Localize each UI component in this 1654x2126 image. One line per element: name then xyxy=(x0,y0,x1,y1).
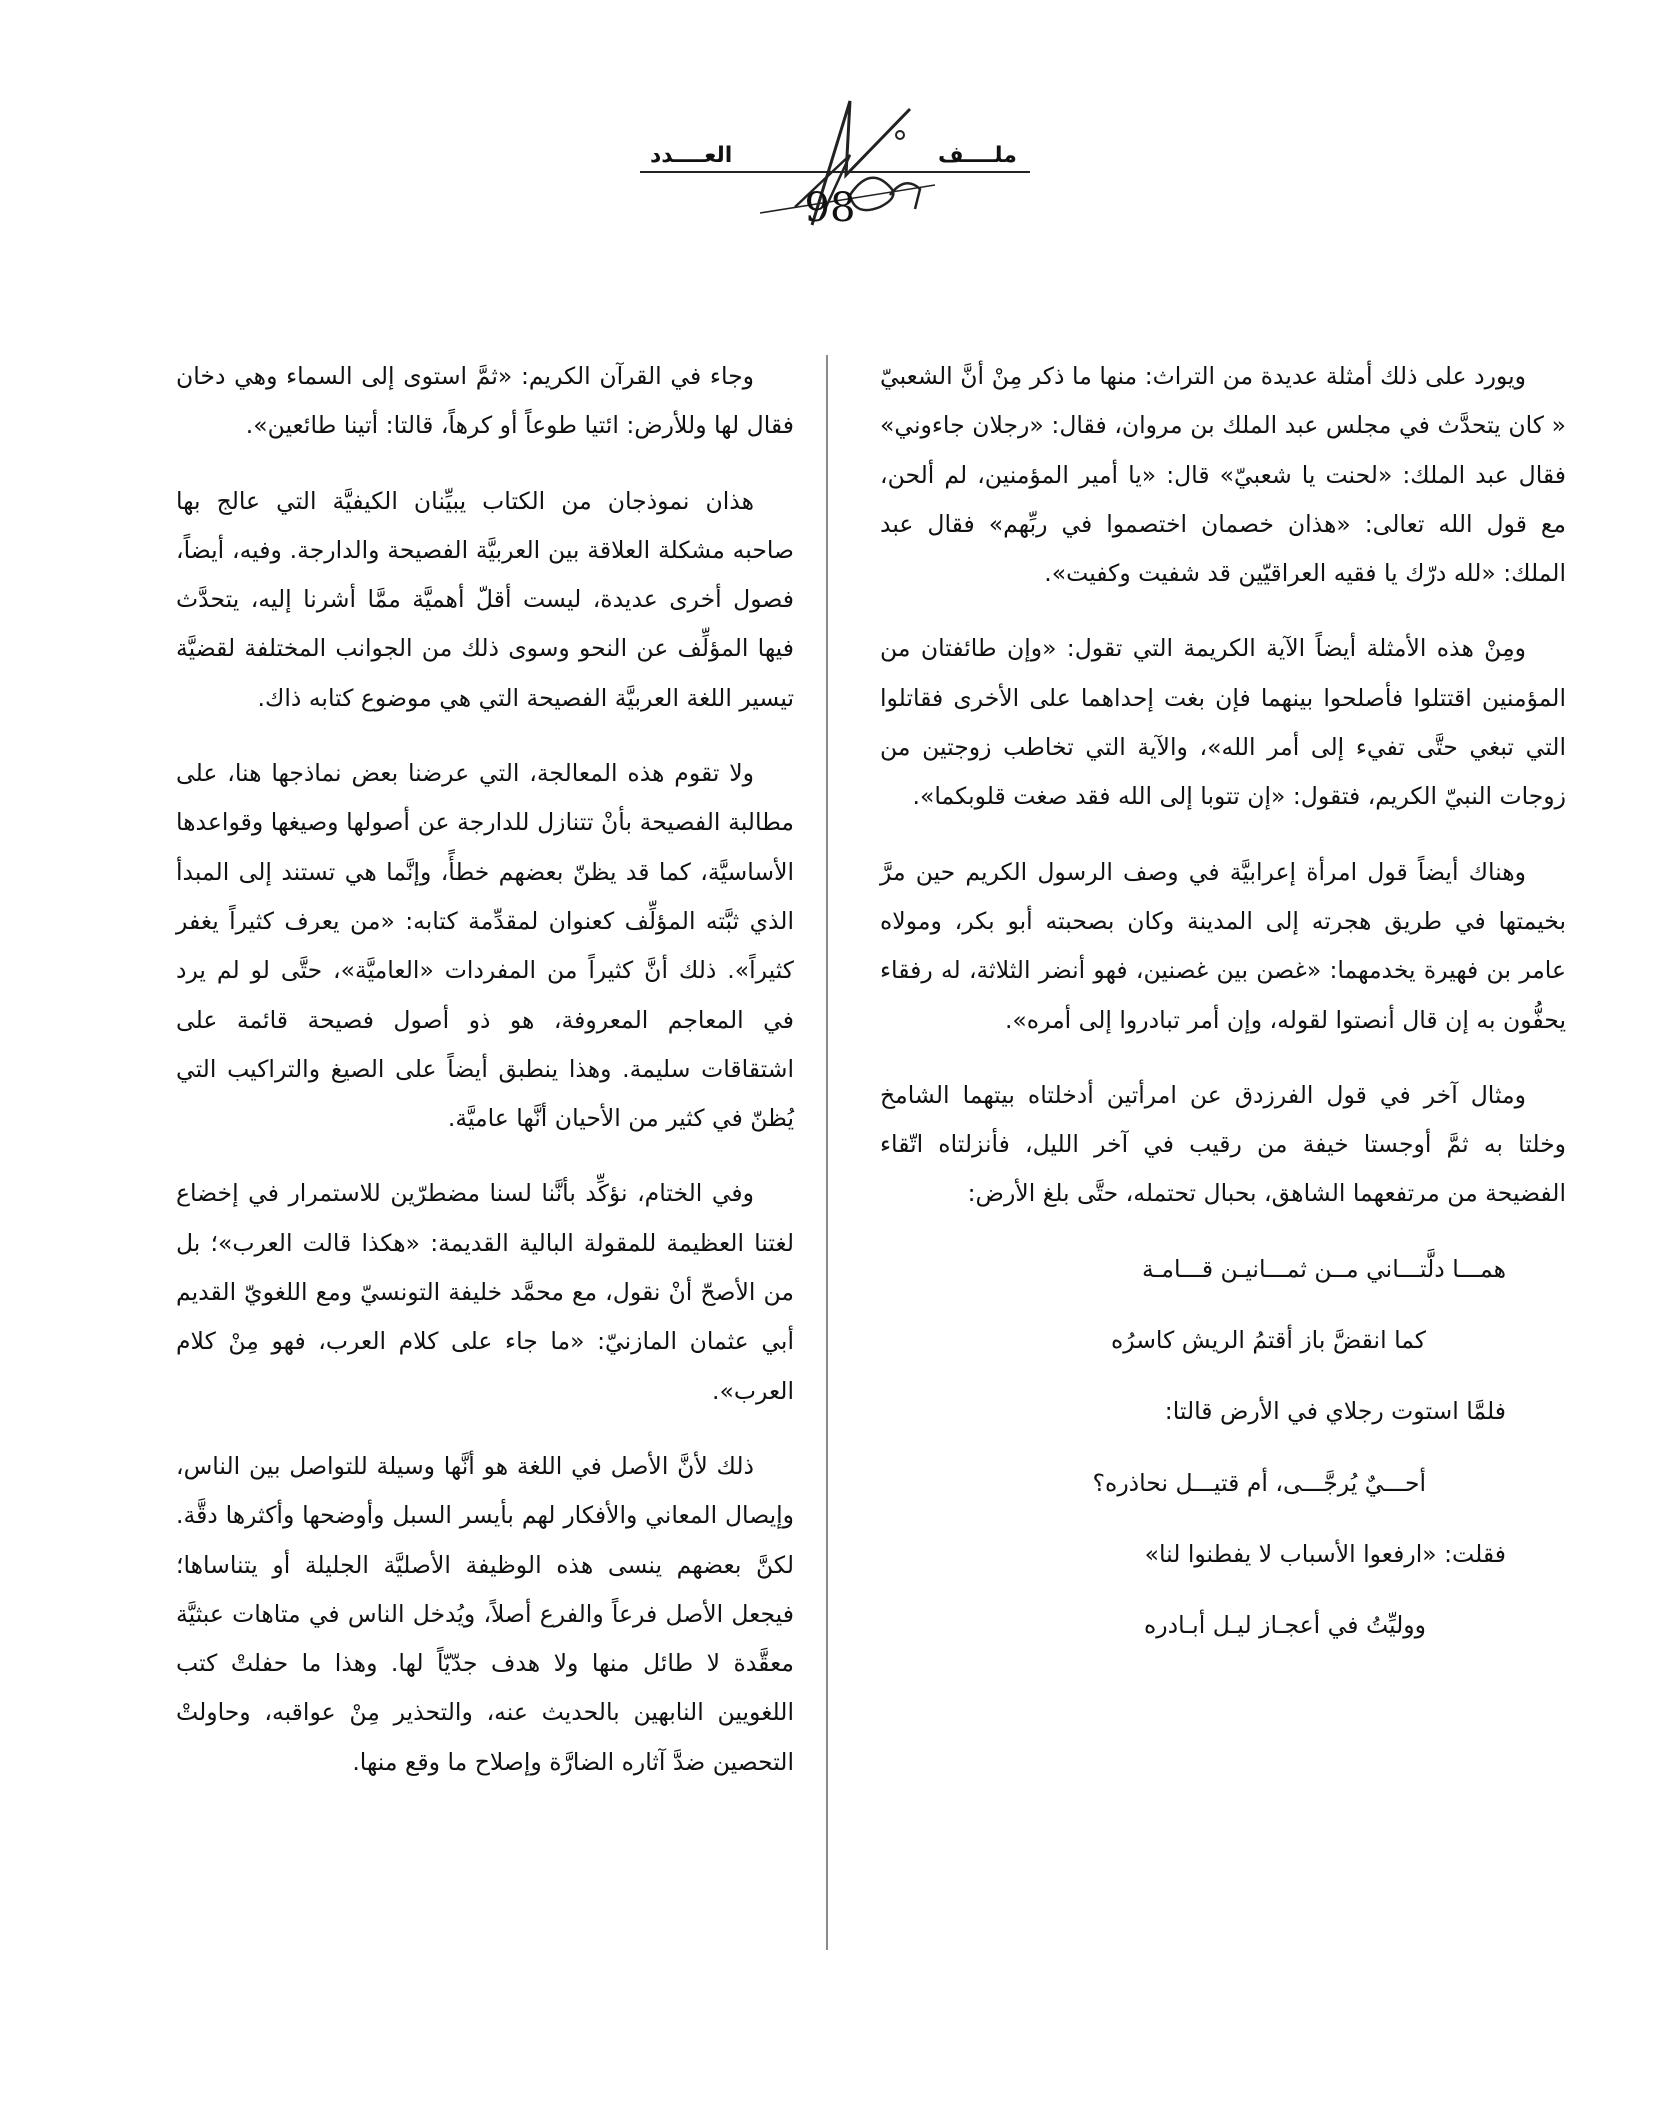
left-column xyxy=(176,352,794,1787)
page-number: 98 xyxy=(804,185,856,231)
section-label: ملــــف xyxy=(938,143,1017,168)
paragraph: وجاء في القرآن الكريم: «ثمَّ استوى إلى السماء وهي دخان فقال لها وللأرض: ائتيا طوعاً أو كرهاً، قالتا: أتينا طائعين». xyxy=(176,362,794,440)
column-divider xyxy=(826,355,828,1950)
page-header xyxy=(620,95,1040,245)
poem-verse: فقلت: «ارفعوا الأسباب لا يفطنوا لنا» xyxy=(1144,1539,1506,1568)
poem-verse: أحـــيٌ يُرجَّـــى، أم قتيـــل نحاذره؟ xyxy=(1092,1468,1426,1497)
poem-verse: كما انقضَّ باز أقتمُ الريش كاسرُه xyxy=(1110,1326,1426,1355)
poem-verse: ووليِّتُ في أعجـاز ليـل أبـادره xyxy=(1143,1611,1426,1640)
issue-label: العــــدد xyxy=(650,143,733,168)
paragraph: ومثال آخر في قول الفرزدق عن امرأتين أدخلتاه بيتهما الشامخ وخلتا به ثمَّ أوجستا خيفة من رقيب في آخر الليل، فأنزلتاه اتّقاء الفضيحة من مرتفعهما الشاهق، بحبال تحتمله، حتَّى بلغ الأرض: xyxy=(880,1080,1566,1208)
paragraph: وفي الختام، نؤكِّد بأنَّنا لسنا مضطرّين للاستمرار في إخضاع لغتنا العظيمة للمقولة البالية القديمة: «هكذا قالت العرب»؛ بل من الأصحّ أنْ نقول، مع محمَّد خليفة التونسيّ ومع اللغويّ القديم أبي عثمان المازنيّ: «ما جاء على كلام العرب، فهو مِنْ كلام العرب». xyxy=(176,1179,794,1405)
paragraph: ولا تقوم هذه المعالجة، التي عرضنا بعض نماذجها هنا، على مطالبة الفصيحة بأنْ تتنازل للدارجة عن أصولها وصيغها وقواعدها الأساسيَّة، كما قد يظنّ بعضهم خطأً، وإنَّما هي تستند إلى المبدأ الذي ثبَّته المؤلِّف كعنوان لمقدِّمة كتابه: «من يعرف كثيراً يغفر كثيراً». ذلك أنَّ كثيراً من المفردات «العاميَّة»، حتَّى لو لم يرد في المعاجم المعروفة، هو ذو أصول فصيحة قائمة على اشتقاقات سليمة. وهذا ينطبق أيضاً على الصيغ والتراكيب التي يُظنّ في كثير من الأحيان أنَّها عاميَّة. xyxy=(176,759,794,1133)
paragraph: هذان نموذجان من الكتاب يبيِّنان الكيفيَّة التي عالج بها صاحبه مشكلة العلاقة بين العربيَّة الفصيحة والدارجة. وفيه، أيضاً، فصول أخرى عديدة، ليست أقلّ أهميَّة ممَّا أشرنا إليه، يتحدَّث فيها المؤلِّف عن النحو وسوى ذلك من الجوانب المختلفة لقضيَّة تيسير اللغة العربيَّة الفصيحة التي هي موضوع كتابه ذاك. xyxy=(176,486,794,712)
poem-verse: فلمَّا استوت رجلاي في الأرض قالتا: xyxy=(1164,1397,1506,1426)
poem-verse: همـــا دلَّتـــاني مــن ثمـــانيـن قـــامـة xyxy=(1141,1254,1506,1283)
paragraph: ذلك لأنَّ الأصل في اللغة هو أنَّها وسيلة للتواصل بين الناس، وإيصال المعاني والأفكار لهم بأيسر السبل وأوضحها وأكثرها دقَّة. لكنَّ بعضهم ينسى هذه الوظيفة الأصليَّة الجليلة أو يتناساها؛ فيجعل الأصل فرعاً والفرع أصلاً، ويُدخل الناس في متاهات عبثيَّة معقَّدة لا طائل منها ولا هدف جدّيّاً لها. وهذا ما حفلتْ كتب اللغويين النابهين بالحديث عنه، والتحذير مِنْ عواقبه، وحاولتْ التحصين ضدَّ آثاره الضارَّة وإصلاح ما وقع منها. xyxy=(176,1451,794,1776)
paragraph: ويورد على ذلك أمثلة عديدة من التراث: منها ما ذكر مِنْ أنَّ الشعبيّ « كان يتحدَّث في مجلس عبد الملك بن مروان، فقال: «رجلان جاءوني» فقال عبد الملك: «لحنت يا شعبيّ» قال: «يا أمير المؤمنين، لم ألحن، مع قول الله تعالى: «هذان خصمان اختصموا في ربِّهم» فقال عبد الملك: «لله درّك يا فقيه العراقيّين قد شفيت وكفيت». xyxy=(880,362,1566,588)
paragraph: وهناك أيضاً قول امرأة إعرابيَّة في وصف الرسول الكريم حين مرَّ بخيمتها في طريق هجرته إلى المدينة وكان بصحبته أبو بكر، ومولاه عامر بن فهيرة يخدمهما: «غصن بين غصنين، فهو أنضر الثلاثة، له رفقاء يحفُّون به إن قال أنصتوا لقوله، وإن أمر تبادروا إلى أمره». xyxy=(880,857,1566,1034)
right-column xyxy=(880,352,1566,1651)
paragraph: ومِنْ هذه الأمثلة أيضاً الآية الكريمة التي تقول: «وإن طائفتان من المؤمنين اقتتلوا فأصلحوا بينهما فإن بغت إحداهما على الأخرى فقاتلوا التي تبغي حتَّى تفيء إلى أمر الله»، والآية التي تخاطب زوجتين من زوجات النبيّ الكريم، فتقول: «إن تتوبا إلى الله فقد صغت قلوبكما». xyxy=(880,634,1566,811)
header-rule xyxy=(640,171,1030,173)
